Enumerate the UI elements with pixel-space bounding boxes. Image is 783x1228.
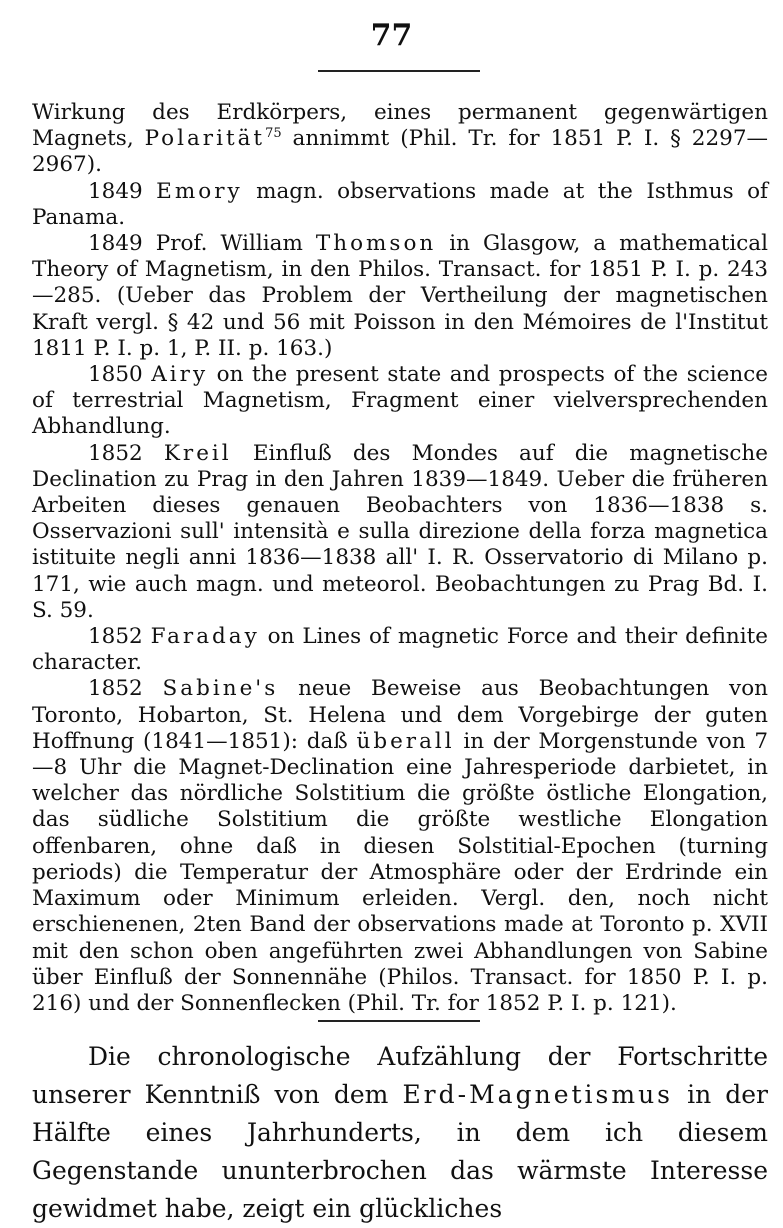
note-author: Sabine's [162, 676, 279, 702]
page-number: 77 [370, 18, 413, 53]
note-text: neue Beweise aus Beobachtungen von Toronto, Hobarton, St. Helena und dem Vorgebirge der guten Hoffnung (1841—1851): daß [32, 676, 768, 754]
note-author: Faraday [150, 624, 260, 650]
note-text: on the present state and prospects of the science of terrestrial Magnetism, Fragment einer vielversprechenden Abhandlung. [32, 362, 768, 440]
note-continuation [32, 100, 768, 179]
note-year: 1852 [88, 440, 143, 466]
note-author: Thomson [315, 231, 437, 257]
note-text: on Lines of magnetic Force and their definite character. [32, 624, 769, 676]
main-emphasis: Erd-Magnetismus [402, 1080, 673, 1109]
footnotes-block [32, 100, 768, 1017]
note-entry-thomson [32, 231, 768, 362]
note-year: 1849 [88, 231, 143, 257]
note-term: Polarität [144, 126, 266, 152]
main-text: in der Hälfte eines Jahrhunderts, in dem ich diesem Gegenstande ununterbrochen das wärmste Interesse gewidmet habe, zeigt ein glückliches [32, 1080, 768, 1223]
note-text: Einfluß des Mondes auf die magnetische Declination zu Prag in den Jahren 1839—1849. Ueber die früheren Arbeiten dieses genauen Beobachters von 1836—1838 s. Osservazioni sull' intensità e sulla direzione della forza magnetica istituite negli anni 1836—1838 all' I. R. Osservatorio di Milano p. 171, wie auch magn. und meteorol. Beobachtungen zu Prag Bd. I. S. 59. [32, 440, 768, 623]
note-entry-kreil [32, 441, 768, 624]
note-entry-airy [32, 362, 768, 441]
note-text: annimmt (Phil. Tr. for 1851 P. I. § 2297—2967). [32, 126, 768, 178]
note-entry-emory [32, 179, 768, 231]
note-year: 1850 [88, 362, 143, 388]
note-text: in der Morgenstunde von 7—8 Uhr die Magnet-Declination eine Jahresperiode darbietet, in welcher das nördliche Solstitium die größte östliche Elongation, das südliche Solstitium die größte westliche Elongation offenbaren, ohne daß in diesen Solstitial-Epochen (turning periods) die Temperatur der Atmosphäre oder der Erdrinde ein Maximum oder Minimum erleiden. Vergl. den, noch nicht erschienenen, 2ten Band der observations made at Toronto p. XVII mit den schon oben angeführten zwei Abhandlungen von Sabine über Einfluß der Sonnennähe (Philos. Transact. for 1850 P. I. p. 216) und der Sonnenflecken (Phil. Tr. for 1852 P. I. p. 121). [32, 728, 769, 1016]
section-rule [318, 1020, 480, 1022]
note-year: 1852 [88, 624, 143, 650]
top-rule [318, 70, 480, 72]
footnote-ref: 75 [265, 126, 282, 142]
note-year: 1849 [88, 178, 143, 204]
note-author: Emory [156, 178, 243, 204]
note-emphasis: überall [356, 728, 455, 754]
note-text: magn. observations made at the Isthmus of Panama. [32, 178, 768, 230]
note-entry-sabine [32, 676, 768, 1017]
note-year: 1852 [88, 676, 143, 702]
note-author: Kreil [163, 440, 232, 466]
main-text: Die chronologische Aufzählung der Fortschritte unserer Kenntniß von dem [32, 1042, 768, 1109]
note-text: in Glasgow, a mathematical Theory of Magnetism, in den Philos. Transact. for 1851 P. I. p. 243—285. (Ueber das Problem der Vertheilung der magnetischen Kraft vergl. § 42 und 56 mit Poisson in den Mémoires de l'Institut 1811 P. I. p. 1, P. II. p. 163.) [32, 231, 769, 361]
note-author: Airy [151, 362, 209, 388]
note-text: Wirkung des Erdkörpers, eines permanent gegenwärtigen Magnets, [32, 100, 768, 152]
note-text: Prof. William [155, 231, 316, 257]
note-entry-faraday [32, 624, 768, 676]
